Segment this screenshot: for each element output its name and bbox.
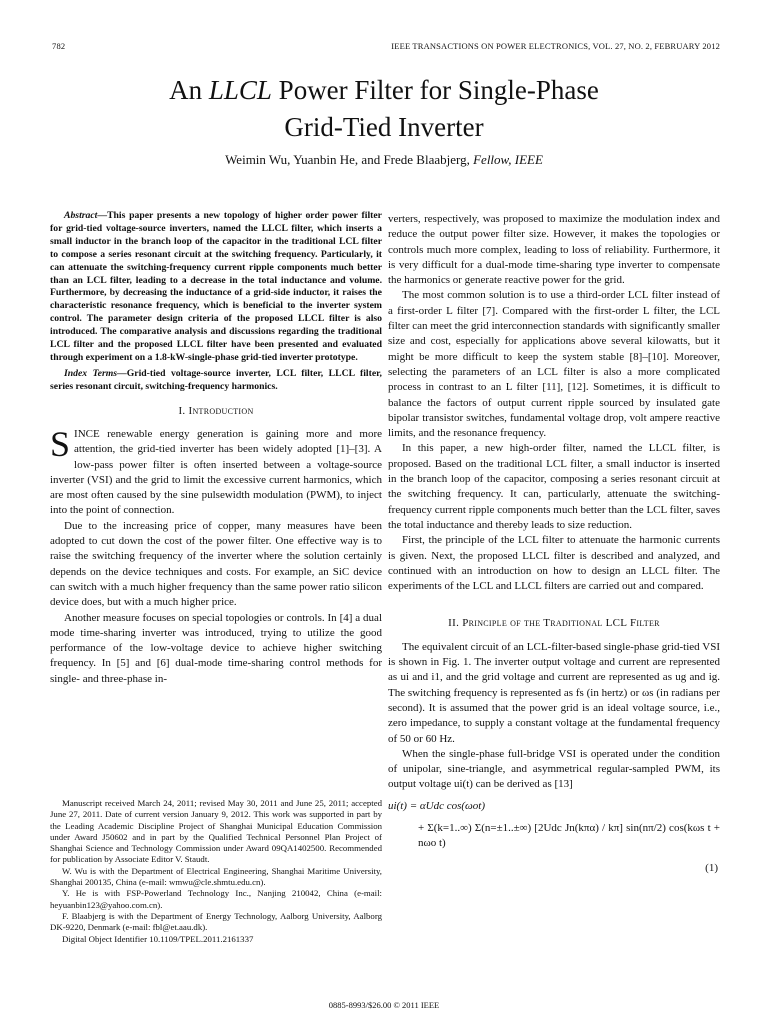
paper-title [0,72,768,146]
left-column [50,210,382,687]
footnote-author-he: Y. He is with FSP-Powerland Technology Inc., Nanjing 210042, China (e-mail: heyuanbin123@yahoo.com.cn). [50,888,382,910]
footnote-doi: Digital Object Identifier 10.1109/TPEL.2011.2161337 [62,933,254,944]
intro-paragraph-2: Due to the increasing price of copper, many measures have been adopted to cut down the cost of the power filter. One effective way is to raise the switching frequency of the inverter where the solution certainly depends on the device techniques and costs. For example, an SiC device can switch with a much higher frequency than the same power ratio silicon device does, but with a much higher price. [50,519,382,609]
intro-paragraph-3-cont: verters, respectively, was proposed to maximize the modulation index and reduce the output power filter size. However, it makes the topologies or controls much more complex, leading to loss of reliability. Furthermore, it is very difficult for a dual-mode time-sharing type inverter to compensate the harmonics or generate reactive power for the grid. [388,213,720,287]
author-list: Weimin Wu, Yuanbin He, and Frede Blaabjerg, Fellow, IEEE [225,152,543,167]
section-heading-introduction: I. Introduction [178,404,254,417]
section-heading-principle: II. Principle of the Traditional LCL Filter [448,617,660,630]
equation-1 [388,799,720,899]
footnotes [50,798,382,945]
footnote-author-wu: W. Wu is with the Department of Electrical Engineering, Shanghai Maritime University, Shanghai 200135, China (e-mail: wmwu@cle.shmtu.edu.cn). [50,865,382,888]
footnote-manuscript: Manuscript received March 24, 2011; revised May 30, 2011 and June 25, 2011; accepted June 27, 2011. Date of current version January 9, 2012. This work was supported in part by the Leading Academic Discipline Project of Shanghai Municipal Education Commission under Award J50602 and in part by the Qualified Technical Personnel Plan Project of Shanghai Science and Technology Commission under Award 09QA1402500. Recommended for publication by Associate Editor V. Staudt. [50,798,382,865]
intro-paragraph-4: The most common solution is to use a third-order LCL filter instead of a first-order L filter [7]. Compared with the first-order L filter, the LCL filter can meet the grid interconnection standards with significantly smaller size and cost, especially for applications above several kilowatts, but it might be more difficult to keep the system stable [8]–[10]. Moreover, selecting the parameters of an LCL filter is also a more complicated process in contrast to an L filter [11], [12]. Sometimes, it is difficult to balance the factors of output current ripple sourced by insulated gate bipolar transistor switches, fundamental voltage drop, volt ampere reactive limits, and the resonance frequency. [388,289,720,440]
right-column [388,212,720,899]
equation-line-1: ui(t) = αUdc cos(ωot) [388,799,486,812]
footnote-author-blaabjerg: F. Blaabjerg is with the Department of Energy Technology, Aalborg University, Aalborg DK-9220, Denmark (e-mail: fbl@et.aau.dk). [50,910,382,933]
drop-cap: S [50,423,71,464]
principle-paragraph-1: The equivalent circuit of an LCL-filter-based single-phase grid-tied VSI is shown in Fig. 1. The inverter output voltage and current are represented as ui and i1, and the grid voltage and current are represented as ug and ig. The switching frequency is represented as fs (in hertz) or ωs (in radians per second). It is assumed that the power grid is an ideal voltage source, i.e., zero impedance, to supply a constant voltage at the fundamental frequency of 50 or 60 Hz. [388,640,720,745]
index-terms: Index Terms—Grid-tied voltage-source inverter, LCL filter, LLCL filter, series resonant circuit, switching-frequency harmonics. [50,367,382,392]
copyright-footer: 0885-8993/$26.00 © 2011 IEEE [328,1000,440,1010]
principle-paragraph-2: When the single-phase full-bridge VSI is operated under the condition of unipolar, sine-triangle, and asymmetrical regular-sampled PWM, its output voltage ui(t) can be derived as [13] [388,747,720,791]
equation-number: (1) [705,861,718,874]
running-header: IEEE TRANSACTIONS ON POWER ELECTRONICS, VOL. 27, NO. 2, FEBRUARY 2012 [391,41,720,51]
title-line-2: Grid-Tied Inverter [284,112,484,142]
title-line-1: An LLCL Power Filter for Single-Phase [169,75,599,105]
equation-line-2: + Σ(k=1..∞) Σ(n=±1..±∞) [2Udc Jn(kπα) / kπ] sin(nπ/2) cos(kωs t + nωo t) [418,821,720,849]
page-number: 782 [52,41,66,51]
abstract: Abstract—This paper presents a new topology of higher order power filter for grid-tied voltage-source inverters, named the LLCL filter, which inserts a small inductor in the branch loop of the capacitor in the traditional LCL filter to compose a series resonant circuit at the switching frequency. Particularly, it can attenuate the switching-frequency current ripple components much better than an LCL filter, leading to a decrease in the total inductance and volume. Furthermore, by decreasing the inductance of a grid-side inductor, it raises the characteristic resonance frequency, which is beneficial to the inverter system control. The parameter design criteria of the proposed LLCL filter is also introduced. The comparative analysis and discussions regarding the traditional LCL filter and the proposed LLCL filter have been presented and evaluated through experiment on a 1.8-kW-single-phase grid-tied inverter prototype. [50,210,382,363]
intro-paragraph-6: First, the principle of the LCL filter to attenuate the harmonic currents is given. Next, the proposed LLCL filter is described and analyzed, and continued with an introduction on how to design an LLCL filter. The experiments of the LCL and LLCL filters are carried out and compared. [388,534,720,593]
intro-paragraph-5: In this paper, a new high-order filter, named the LLCL filter, is proposed. Based on the traditional LCL filter, a small inductor is inserted in the branch loop of the capacitor, composing a series resonant circuit at the switching frequency. It can, particularly, attenuate the switching-frequency current ripple components much better than the LCL filter, saves the total inductance and thereby leads to size reduction. [388,442,720,531]
intro-paragraph-1: SINCE renewable energy generation is gaining more and more attention, the grid-tied inverter has been widely adopted [1]–[3]. A low-pass power filter is often inserted between a voltage-source inverter (VSI) and the grid to limit the excessive current harmonics, which are most often caused by the sine pulsewidth modulation (PWM), to inject into the point of connection. [50,423,382,517]
intro-paragraph-3: Another measure focuses on special topologies or controls. In [4] a dual mode time-sharing inverter was introduced, trying to utilize the good performance of the low-voltage device to achieve higher switching frequency. In [5] and [6] dual-mode time-sharing control methods for single- and three-phase in- [50,611,382,685]
